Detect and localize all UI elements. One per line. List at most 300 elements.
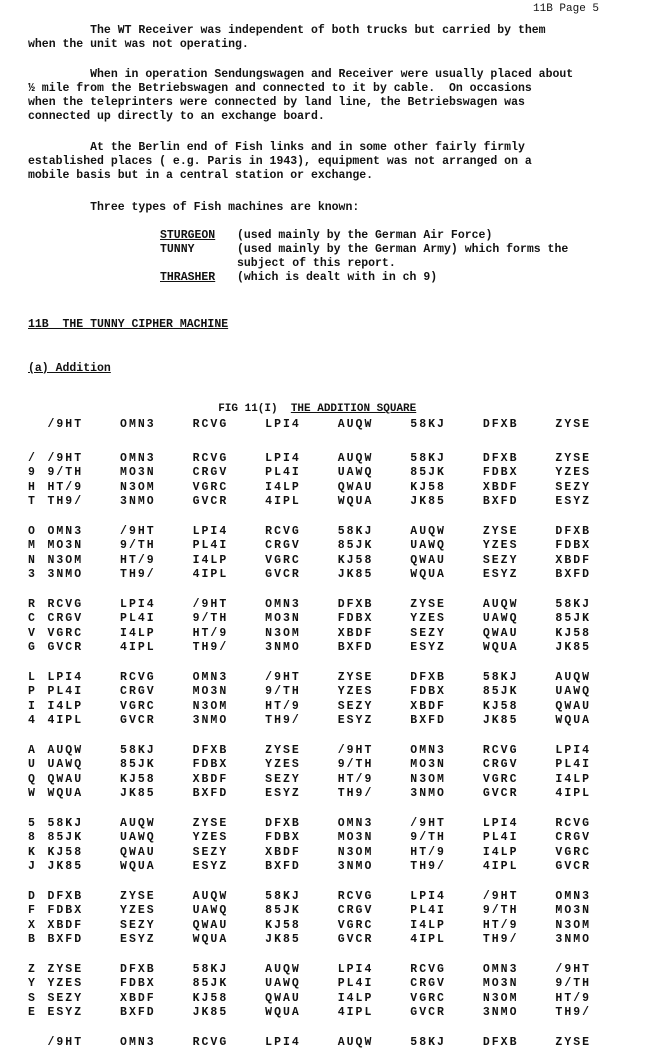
- square-row: [28, 714, 628, 729]
- square-cell: OMN3: [47, 524, 84, 538]
- square-cell: HT/9: [265, 699, 301, 713]
- square-cell: ESYZ: [482, 568, 519, 581]
- square-cell: MO3N: [265, 612, 301, 625]
- square-cell: JK85: [120, 787, 156, 800]
- square-cell: QWAU: [47, 772, 84, 786]
- square-cell: 58KJ: [482, 670, 519, 684]
- square-row: [28, 963, 628, 978]
- square-cell: AUQW: [410, 524, 446, 538]
- square-cell: AUQW: [192, 889, 229, 903]
- row-index-letter: V: [28, 626, 37, 640]
- square-cell: ZYSE: [47, 962, 84, 976]
- square-cell: PL4I: [192, 539, 229, 552]
- square-cell: GVCR: [120, 714, 156, 727]
- square-row: [28, 495, 628, 510]
- fish-type-row: [160, 229, 568, 243]
- square-cell: /9HT: [120, 524, 156, 538]
- square-row: [28, 452, 628, 467]
- square-cell: AUQW: [555, 670, 592, 684]
- square-cell: CRGV: [337, 904, 374, 917]
- square-cell: TH9/: [265, 714, 301, 727]
- square-cell: 9/TH: [555, 977, 592, 990]
- square-cell: KJ58: [410, 480, 446, 494]
- square-cell: FDBX: [47, 904, 84, 917]
- square-cell: RCVG: [410, 962, 446, 976]
- square-cell: GVCR: [482, 787, 519, 800]
- square-cell: WQUA: [265, 1006, 301, 1019]
- square-cell: UAWQ: [555, 685, 592, 698]
- square-row: [28, 933, 628, 948]
- square-cell: AUQW: [337, 451, 374, 465]
- square-cell: BXFD: [482, 495, 519, 508]
- square-cell: 4IPL: [337, 1006, 374, 1019]
- square-cell: DFXB: [265, 816, 301, 830]
- square-cell: OMN3: [120, 451, 156, 465]
- fish-type-desc: (which is dealt with in ch 9): [237, 271, 438, 284]
- row-index-letter: [28, 1036, 47, 1051]
- square-cell: ZYSE: [265, 743, 301, 757]
- row-index-letter: 8: [28, 831, 37, 844]
- square-cell: RCVG: [120, 670, 156, 684]
- row-index-letter: I: [28, 699, 37, 713]
- square-cell: I4LP: [410, 918, 446, 932]
- square-cell: VGRC: [482, 772, 519, 786]
- square-cell: XBDF: [265, 845, 301, 859]
- square-cell: 58KJ: [555, 597, 592, 611]
- square-cell: LPI4: [410, 889, 446, 903]
- square-cell: AUQW: [337, 1035, 374, 1049]
- square-cell: 9/TH: [337, 758, 374, 771]
- square-cell: LPI4: [555, 743, 592, 757]
- square-cell: 4IPL: [47, 714, 84, 727]
- fish-type-name: STURGEON: [160, 229, 216, 242]
- square-cell: 4IPL: [555, 787, 592, 800]
- square-cell: JK85: [337, 568, 374, 581]
- square-cell: CRGV: [555, 831, 592, 844]
- square-row: [28, 919, 628, 934]
- square-cell: DFXB: [192, 743, 229, 757]
- square-cell: 4IPL: [120, 641, 156, 654]
- square-cell: SEZY: [192, 845, 229, 859]
- square-cell: GVCR: [337, 933, 374, 946]
- square-row: [28, 539, 628, 554]
- square-cell: 3NMO: [482, 1006, 519, 1019]
- square-cell: KJ58: [555, 626, 592, 640]
- square-cell: ESYZ: [265, 787, 301, 800]
- square-header-row: [28, 418, 628, 433]
- fish-type-row: [160, 243, 568, 271]
- square-cell: GVCR: [47, 641, 84, 654]
- square-cell: KJ58: [120, 772, 156, 786]
- square-cell: WQUA: [555, 714, 592, 727]
- square-cell: 9/TH: [265, 685, 301, 698]
- square-row: [28, 846, 628, 861]
- square-cell: VGRC: [410, 991, 446, 1005]
- square-cell: XBDF: [47, 918, 84, 932]
- section-heading: 11B THE TUNNY CIPHER MACHINE: [28, 318, 229, 331]
- square-row: [28, 612, 628, 627]
- row-index-letter: N: [28, 553, 37, 567]
- square-cell: AUQW: [120, 816, 156, 830]
- square-cell: YZES: [337, 685, 374, 698]
- fish-type-name: TUNNY: [160, 243, 195, 256]
- square-cell: HT/9: [337, 772, 374, 786]
- square-cell: I4LP: [337, 991, 374, 1005]
- row-index-letter: S: [28, 991, 37, 1005]
- square-cell: AUQW: [47, 743, 84, 757]
- square-cell: ZYSE: [555, 418, 592, 431]
- square-cell: CRGV: [47, 612, 84, 625]
- square-cell: VGRC: [337, 918, 374, 932]
- square-cell: XBDF: [120, 991, 156, 1005]
- square-cell: VGRC: [120, 699, 156, 713]
- addition-square: [28, 418, 628, 1050]
- square-cell: QWAU: [265, 991, 301, 1005]
- square-cell: ZYSE: [192, 816, 229, 830]
- square-cell: BXFD: [192, 787, 229, 800]
- square-cell: I4LP: [265, 480, 301, 494]
- square-cell: ZYSE: [410, 597, 446, 611]
- square-cell: FDBX: [410, 685, 446, 698]
- square-cell: TH9/: [47, 495, 84, 508]
- square-cell: LPI4: [265, 418, 301, 431]
- paragraph-wt-receiver: The WT Receiver was independent of both trucks but carried by them when the unit was not operating.: [28, 24, 546, 51]
- square-cell: /9HT: [192, 597, 229, 611]
- square-cell: N3OM: [47, 553, 84, 567]
- square-cell: 4IPL: [192, 568, 229, 581]
- square-cell: SEZY: [555, 480, 592, 494]
- square-cell: YZES: [47, 977, 84, 990]
- square-row: [28, 860, 628, 875]
- square-cell: BXFD: [120, 1006, 156, 1019]
- square-row: [28, 831, 628, 846]
- row-index-letter: [28, 418, 47, 433]
- square-cell: AUQW: [337, 418, 374, 431]
- square-cell: LPI4: [482, 816, 519, 830]
- row-index-letter: 3: [28, 568, 37, 581]
- square-cell: FDBX: [555, 539, 592, 552]
- square-cell: I4LP: [482, 845, 519, 859]
- square-row: [28, 685, 628, 700]
- figure-name: THE ADDITION SQUARE: [290, 403, 417, 415]
- square-cell: DFXB: [555, 524, 592, 538]
- square-cell: OMN3: [120, 418, 156, 431]
- fish-type-desc: (used mainly by the German Air Force): [237, 229, 493, 242]
- square-cell: N3OM: [265, 626, 301, 640]
- square-cell: /9HT: [265, 670, 301, 684]
- row-index-letter: U: [28, 758, 37, 771]
- square-cell: 85JK: [265, 904, 301, 917]
- square-cell: FDBX: [265, 831, 301, 844]
- square-cell: 3NMO: [337, 860, 374, 873]
- square-cell: N3OM: [555, 918, 592, 932]
- square-cell: DFXB: [482, 418, 519, 431]
- row-index-letter: G: [28, 641, 37, 654]
- square-cell: HT/9: [192, 626, 229, 640]
- square-cell: 9/TH: [482, 904, 519, 917]
- square-cell: KJ58: [482, 699, 519, 713]
- square-cell: RCVG: [192, 418, 229, 431]
- square-cell: VGRC: [555, 845, 592, 859]
- subsection-heading: (a) Addition: [28, 362, 111, 375]
- square-cell: WQUA: [47, 787, 84, 800]
- square-cell: PL4I: [265, 466, 301, 479]
- square-cell: CRGV: [192, 466, 229, 479]
- square-cell: YZES: [120, 904, 156, 917]
- square-cell: YZES: [410, 612, 446, 625]
- row-index-letter: Q: [28, 772, 37, 786]
- square-row: [28, 641, 628, 656]
- square-cell: MO3N: [482, 977, 519, 990]
- square-cell: ESYZ: [410, 641, 446, 654]
- row-index-letter: C: [28, 612, 37, 625]
- square-row: [28, 554, 628, 569]
- square-cell: LPI4: [47, 670, 84, 684]
- square-cell: N3OM: [120, 480, 156, 494]
- square-row: [28, 744, 628, 759]
- square-footer-row: [28, 1036, 628, 1051]
- square-cell: YZES: [482, 539, 519, 552]
- square-cell: KJ58: [192, 991, 229, 1005]
- square-cell: BXFD: [337, 641, 374, 654]
- square-row: [28, 481, 628, 496]
- square-row: [28, 977, 628, 992]
- square-cell: FDBX: [192, 758, 229, 771]
- square-cell: SEZY: [120, 918, 156, 932]
- square-cell: FDBX: [482, 466, 519, 479]
- square-cell: MO3N: [410, 758, 446, 771]
- figure-title: [205, 391, 416, 415]
- square-cell: WQUA: [410, 568, 446, 581]
- square-cell: XBDF: [337, 626, 374, 640]
- square-cell: KJ58: [47, 845, 84, 859]
- square-row: [28, 700, 628, 715]
- square-cell: /9HT: [47, 418, 84, 431]
- square-cell: 3NMO: [47, 568, 84, 581]
- fish-type-name: THRASHER: [160, 271, 216, 284]
- square-cell: XBDF: [192, 772, 229, 786]
- square-cell: ZYSE: [337, 670, 374, 684]
- square-cell: ESYZ: [555, 495, 592, 508]
- square-cell: 58KJ: [410, 1035, 446, 1049]
- square-cell: OMN3: [410, 743, 446, 757]
- row-index-letter: M: [28, 539, 37, 552]
- square-cell: JK85: [410, 495, 446, 508]
- square-cell: RCVG: [482, 743, 519, 757]
- square-cell: SEZY: [47, 991, 84, 1005]
- paragraph-operation: When in operation Sendungswagen and Receiver were usually placed about ½ mile from the Betriebswagen and connected to it by cable. On occasions when the teleprinters were connected by land line, the Betriebswagen was connected up directly to an exchange board.: [28, 68, 574, 123]
- square-cell: 58KJ: [265, 889, 301, 903]
- square-cell: SEZY: [410, 626, 446, 640]
- square-cell: HT/9: [482, 918, 519, 932]
- square-cell: LPI4: [265, 1035, 301, 1049]
- square-cell: AUQW: [265, 962, 301, 976]
- page-id: 11B Page 5: [533, 3, 600, 15]
- square-cell: /9HT: [410, 816, 446, 830]
- square-cell: TH9/: [337, 787, 374, 800]
- square-cell: FDBX: [337, 612, 374, 625]
- square-cell: ESYZ: [120, 933, 156, 946]
- square-cell: 4IPL: [410, 933, 446, 946]
- square-row: [28, 466, 628, 481]
- square-cell: 4IPL: [482, 860, 519, 873]
- square-row: [28, 568, 628, 583]
- square-cell: RCVG: [555, 816, 592, 830]
- square-cell: QWAU: [192, 918, 229, 932]
- square-cell: I4LP: [192, 553, 229, 567]
- square-cell: QWAU: [337, 480, 374, 494]
- square-cell: TH9/: [482, 933, 519, 946]
- square-cell: HT/9: [410, 845, 446, 859]
- square-cell: XBDF: [482, 480, 519, 494]
- paragraph-berlin: At the Berlin end of Fish links and in some other fairly firmly established places ( e.g. Paris in 1943), equipment was not arranged on a mobile basis but in a central station or exchange.: [28, 141, 532, 182]
- square-cell: /9HT: [555, 962, 592, 976]
- square-cell: VGRC: [47, 626, 84, 640]
- square-cell: UAWQ: [482, 612, 519, 625]
- square-cell: DFXB: [410, 670, 446, 684]
- square-cell: 3NMO: [555, 933, 592, 946]
- square-cell: 85JK: [482, 685, 519, 698]
- square-cell: N3OM: [337, 845, 374, 859]
- row-index-letter: 4: [28, 714, 37, 727]
- square-cell: OMN3: [120, 1035, 156, 1049]
- fish-type-desc: (used mainly by the German Army) which forms the subject of this report.: [237, 243, 569, 270]
- row-index-letter: B: [28, 933, 37, 946]
- square-cell: BXFD: [410, 714, 446, 727]
- square-cell: /9HT: [482, 889, 519, 903]
- row-index-letter: 5: [28, 816, 37, 830]
- row-index-letter: Y: [28, 977, 37, 990]
- square-cell: 58KJ: [410, 418, 446, 431]
- paragraph-fish-types: Three types of Fish machines are known:: [28, 201, 360, 214]
- row-index-letter: T: [28, 495, 37, 508]
- square-cell: ZYSE: [555, 451, 592, 465]
- square-cell: SEZY: [337, 699, 374, 713]
- square-cell: TH9/: [410, 860, 446, 873]
- square-cell: PL4I: [47, 685, 84, 698]
- square-row: [28, 758, 628, 773]
- square-cell: QWAU: [410, 553, 446, 567]
- square-cell: 3NMO: [265, 641, 301, 654]
- square-cell: JK85: [192, 1006, 229, 1019]
- square-cell: 58KJ: [337, 524, 374, 538]
- square-cell: /9HT: [47, 1035, 84, 1049]
- square-cell: WQUA: [120, 860, 156, 873]
- square-row: [28, 817, 628, 832]
- square-cell: RCVG: [265, 524, 301, 538]
- row-index-letter: 9: [28, 466, 37, 479]
- square-cell: FDBX: [120, 977, 156, 990]
- square-cell: BXFD: [555, 568, 592, 581]
- square-cell: 3NMO: [192, 714, 229, 727]
- square-cell: 3NMO: [120, 495, 156, 508]
- square-row: [28, 525, 628, 540]
- square-cell: /9HT: [337, 743, 374, 757]
- square-row: [28, 598, 628, 613]
- square-cell: MO3N: [47, 539, 84, 552]
- square-cell: 85JK: [337, 539, 374, 552]
- square-cell: LPI4: [120, 597, 156, 611]
- square-cell: 85JK: [192, 977, 229, 990]
- square-cell: PL4I: [410, 904, 446, 917]
- square-cell: N3OM: [482, 991, 519, 1005]
- square-row: [28, 992, 628, 1007]
- square-row: [28, 671, 628, 686]
- square-cell: UAWQ: [265, 977, 301, 990]
- square-cell: CRGV: [482, 758, 519, 771]
- row-index-letter: Z: [28, 962, 37, 976]
- square-cell: ZYSE: [555, 1035, 592, 1049]
- square-cell: GVCR: [555, 860, 592, 873]
- row-index-letter: K: [28, 845, 37, 859]
- square-cell: CRGV: [410, 977, 446, 990]
- square-cell: RCVG: [337, 889, 374, 903]
- fish-type-row: [160, 271, 568, 285]
- row-index-letter: O: [28, 524, 37, 538]
- square-cell: 85JK: [120, 758, 156, 771]
- square-cell: JK85: [555, 641, 592, 654]
- square-cell: DFXB: [337, 597, 374, 611]
- square-cell: QWAU: [120, 845, 156, 859]
- square-cell: RCVG: [192, 1035, 229, 1049]
- row-index-letter: W: [28, 787, 37, 800]
- square-cell: UAWQ: [410, 539, 446, 552]
- square-cell: GVCR: [192, 495, 229, 508]
- square-cell: BXFD: [47, 933, 84, 946]
- square-cell: TH9/: [555, 1006, 592, 1019]
- row-index-letter: L: [28, 670, 37, 684]
- square-cell: DFXB: [482, 1035, 519, 1049]
- square-cell: 3NMO: [410, 787, 446, 800]
- square-cell: ESYZ: [192, 860, 229, 873]
- square-cell: 4IPL: [265, 495, 301, 508]
- row-index-letter: R: [28, 597, 37, 611]
- square-cell: VGRC: [192, 480, 229, 494]
- square-cell: UAWQ: [192, 904, 229, 917]
- square-cell: DFXB: [482, 451, 519, 465]
- square-cell: CRGV: [120, 685, 156, 698]
- square-cell: QWAU: [482, 626, 519, 640]
- square-cell: 58KJ: [120, 743, 156, 757]
- square-cell: HT/9: [47, 480, 84, 494]
- square-cell: CRGV: [265, 539, 301, 552]
- square-cell: VGRC: [265, 553, 301, 567]
- square-cell: LPI4: [265, 451, 301, 465]
- square-cell: GVCR: [410, 1006, 446, 1019]
- square-cell: MO3N: [337, 831, 374, 844]
- square-cell: ESYZ: [47, 1006, 84, 1019]
- square-cell: JK85: [482, 714, 519, 727]
- square-cell: AUQW: [482, 597, 519, 611]
- row-index-letter: E: [28, 1006, 37, 1019]
- figure-label: FIG 11(I): [218, 403, 278, 415]
- square-cell: YZES: [265, 758, 301, 771]
- square-cell: YZES: [192, 831, 229, 844]
- square-cell: ZYSE: [482, 524, 519, 538]
- square-cell: PL4I: [120, 612, 156, 625]
- square-cell: MO3N: [555, 904, 592, 917]
- square-cell: WQUA: [192, 933, 229, 946]
- square-cell: MO3N: [120, 466, 156, 479]
- square-row: [28, 787, 628, 802]
- square-cell: 9/TH: [120, 539, 156, 552]
- square-cell: YZES: [555, 466, 592, 479]
- square-cell: DFXB: [120, 962, 156, 976]
- square-cell: 85JK: [47, 831, 84, 844]
- square-cell: ZYSE: [120, 889, 156, 903]
- square-row: [28, 1006, 628, 1021]
- square-cell: OMN3: [482, 962, 519, 976]
